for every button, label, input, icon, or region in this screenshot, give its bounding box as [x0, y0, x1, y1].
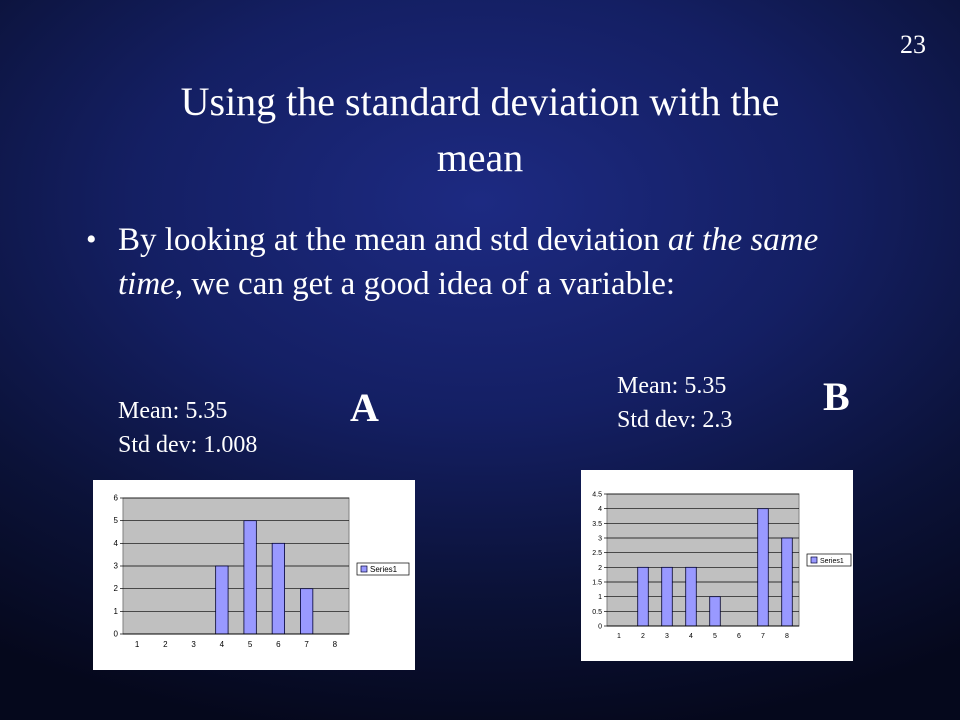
chart-a-xtick-label: 5	[247, 640, 253, 649]
chart-a-ytick-label: 2	[113, 584, 118, 594]
stats-a	[118, 394, 257, 462]
chart-a-xtick-label: 7	[304, 640, 309, 649]
label-b: B	[823, 374, 850, 419]
chart-a-svg	[93, 480, 415, 670]
chart-a-legend-swatch	[361, 566, 367, 572]
chart-b-ytick-label: 1.5	[592, 579, 602, 587]
chart-a-xtick-label: 6	[276, 640, 281, 649]
chart-a-ytick-label: 4	[113, 538, 118, 548]
slide-number: 23	[900, 30, 926, 59]
title-line-1: Using the standard deviation with the	[180, 79, 780, 124]
chart-a-bar	[300, 589, 312, 634]
slide-title	[0, 74, 960, 186]
std-a: Std dev: 1.008	[118, 432, 258, 458]
bullet-text-part2: , we can get a good idea of a variable:	[174, 266, 676, 302]
chart-b-xtick-label: 1	[617, 633, 621, 640]
chart-b-legend-label: Series1	[820, 558, 844, 565]
std-b: Std dev: 2.3	[617, 407, 733, 433]
chart-b-legend-swatch	[811, 557, 817, 563]
chart-b-xtick-label: 5	[713, 633, 717, 640]
chart-b-bar	[710, 597, 721, 626]
label-a: A	[350, 385, 379, 430]
chart-b-ytick-label: 4.5	[592, 491, 602, 499]
chart-a-legend-label: Series1	[370, 565, 398, 574]
chart-b-ytick-label: 2.5	[592, 550, 602, 558]
chart-b-bar	[758, 509, 769, 626]
chart-a-bar	[244, 521, 256, 634]
chart-b-ytick-label: 0.5	[592, 608, 602, 616]
chart-b-xtick-label: 4	[689, 633, 693, 640]
chart-a-ytick-label: 1	[113, 606, 118, 616]
chart-b-plot-area	[607, 494, 799, 626]
chart-a-ytick-label: 6	[113, 493, 118, 503]
chart-b-ytick-label: 1	[598, 594, 602, 602]
chart-b-ytick-label: 4	[598, 506, 602, 514]
chart-b-ytick-label: 2	[598, 564, 602, 572]
mean-a: Mean: 5.35	[118, 398, 228, 424]
chart-b-ytick-label: 0	[598, 623, 602, 631]
chart-b-xtick-label: 6	[737, 633, 741, 640]
bullet-text	[118, 218, 858, 306]
chart-b-xtick-label: 7	[761, 633, 765, 640]
chart-a-ytick-label: 3	[113, 561, 118, 571]
stats-b	[617, 369, 732, 437]
chart-a-ytick-label: 5	[113, 516, 118, 526]
chart-a-bar	[272, 543, 284, 634]
chart-a-ytick-label: 0	[113, 629, 118, 639]
chart-a-bar	[216, 566, 228, 634]
bullet-text-italic: at the same time	[118, 222, 819, 302]
chart-b-bar	[638, 567, 649, 626]
chart-b-ytick-label: 3.5	[592, 520, 602, 528]
bullet-dot-icon: •	[86, 223, 97, 256]
chart-b-svg	[581, 470, 853, 661]
chart-b-bar	[662, 567, 673, 626]
chart-a-xtick-label: 4	[219, 640, 225, 649]
chart-b-xtick-label: 2	[641, 633, 645, 640]
chart-a	[93, 480, 415, 670]
chart-b-ytick-label: 3	[598, 535, 602, 543]
mean-b: Mean: 5.35	[617, 373, 727, 399]
chart-a-xtick-label: 8	[332, 640, 338, 649]
chart-b-bar	[782, 538, 793, 626]
chart-b	[581, 470, 853, 661]
chart-b-bar	[686, 567, 697, 626]
title-line-2: mean	[436, 135, 524, 180]
chart-b-xtick-label: 8	[785, 633, 789, 640]
chart-a-xtick-label: 3	[191, 640, 196, 649]
chart-a-xtick-label: 2	[163, 640, 168, 649]
chart-b-xtick-label: 3	[665, 633, 669, 640]
bullet-text-part1: By looking at the mean and std deviation	[118, 222, 668, 258]
chart-a-xtick-label: 1	[134, 640, 140, 649]
